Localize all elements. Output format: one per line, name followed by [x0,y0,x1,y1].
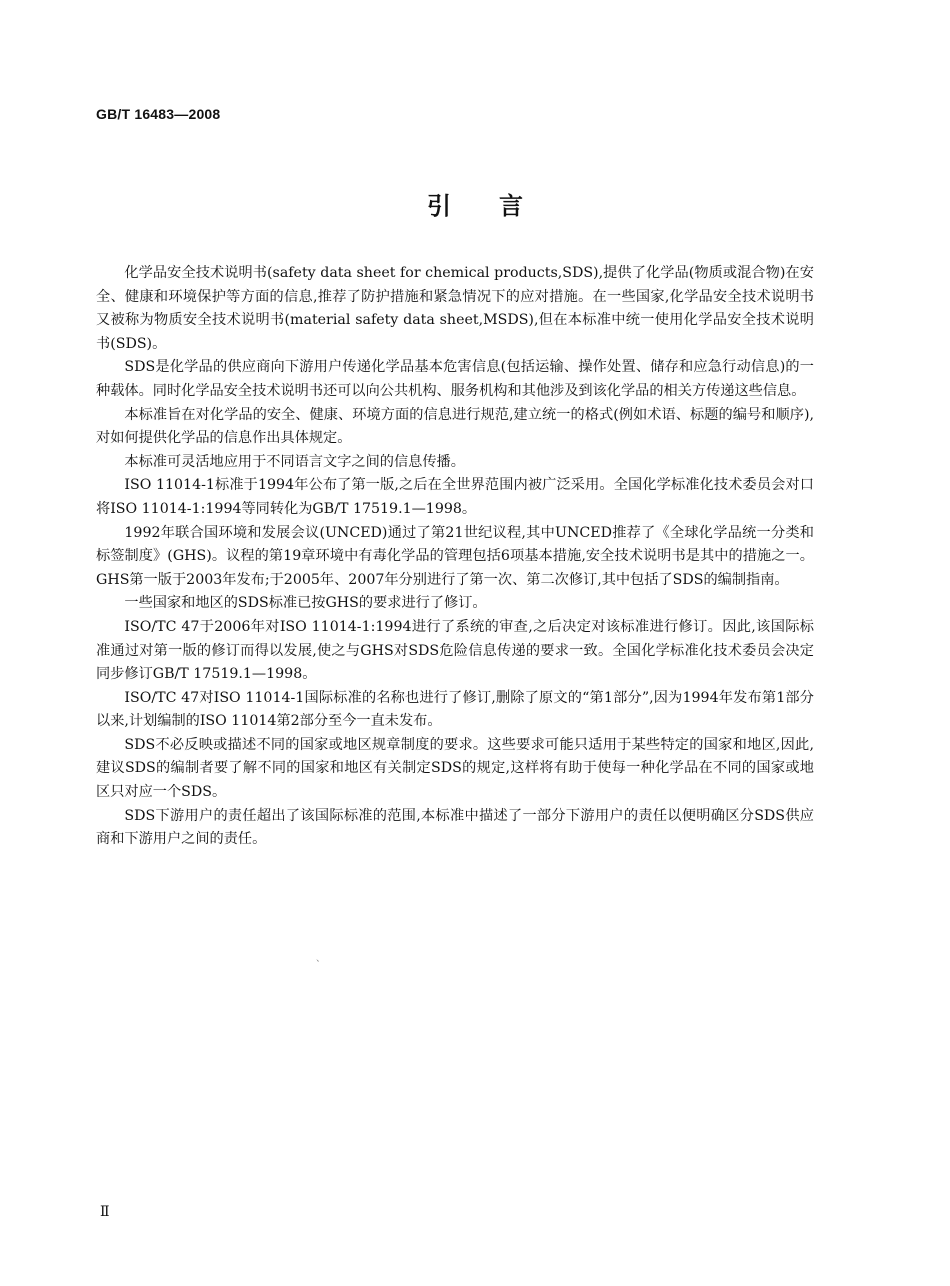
paragraph-user-responsibility: SDS下游用户的责任超出了该国际标准的范围,本标准中描述了一部分下游用户的责任以便明确区分SDS供应商和下游用户之间的责任。 [96,807,814,848]
paragraph-sds-carrier: SDS是化学品的供应商向下游用户传递化学品基本危害信息(包括运输、操作处置、储存和应急行动信息)的一种载体。同时化学品安全技术说明书还可以向公共机构、服务机构和其他涉及到该化学品的相关方传递这些信息。 [96,359,814,399]
paragraph-iso-history: ISO 11014-1标准于1994年公布了第一版,之后在全世界范围内被广泛采用。全国化学标准化技术委员会对口将ISO 11014-1:1994等同转化为GB/T 17519.1—1998。 [96,477,814,517]
paragraph-iso-review: ISO/TC 47于2006年对ISO 11014-1:1994进行了系统的审查,之后决定对该标准进行修订。因此,该国际标准通过对第一版的修订而得以发展,使之与GHS对SDS危险信息传递的要求一致。全国化学标准化技术委员会决定同步修订GB/T 17519.1—1998。 [96,618,814,683]
page-number: Ⅱ [100,1204,110,1220]
page-title: 引言 [427,192,571,220]
document-body [96,262,814,852]
paragraph-title-change: ISO/TC 47对ISO 11014-1国际标准的名称也进行了修订,删除了原文的“第1部分”,因为1994年发布第1部分以来,计划编制的ISO 11014第2部分至今一直未发布。 [96,689,814,730]
paragraph-purpose: 本标准旨在对化学品的安全、健康、环境方面的信息进行规范,建立统一的格式(例如术语、标题的编号和顺序),对如何提供化学品的信息作出具体规定。 [96,406,814,447]
paragraph-regional-requirements: SDS不必反映或描述不同的国家或地区规章制度的要求。这些要求可能只适用于某些特定的国家和地区,因此,建议SDS的编制者要了解不同的国家和地区有关制定SDS的规定,这样将有助于使每一种化学品在不同的国家或地区只对应一个SDS。 [96,736,814,801]
standard-code: GB/T 16483—2008 [96,106,221,122]
paragraph-sds-definition: 化学品安全技术说明书(safety data sheet for chemical products,SDS),提供了化学品(物质或混合物)在安全、健康和环境保护等方面的信息,推荐了防护措施和紧急情况下的应对措施。在一些国家,化学品安全技术说明书又被称为物质安全技术说明书(material safety data sheet,MSDS),但在本标准中统一使用化学品安全技术说明书(SDS)。 [96,265,814,352]
paragraph-language: 本标准可灵活地应用于不同语言文字之间的信息传播。 [124,453,465,470]
stray-scan-marks: 、 [316,954,326,964]
paragraph-unced-ghs: 1992年联合国环境和发展会议(UNCED)通过了第21世纪议程,其中UNCED推荐了《全球化学品统一分类和标签制度》(GHS)。议程的第19章环境中有毒化学品的管理包括6项基本措施,安全技术说明书是其中的措施之一。GHS第一版于2003年发布;于2005年、2007年分别进行了第一次、第二次修订,其中包括了SDS的编制指南。 [96,524,814,588]
paragraph-national-revisions: 一些国家和地区的SDS标准已按GHS的要求进行了修订。 [124,595,487,612]
